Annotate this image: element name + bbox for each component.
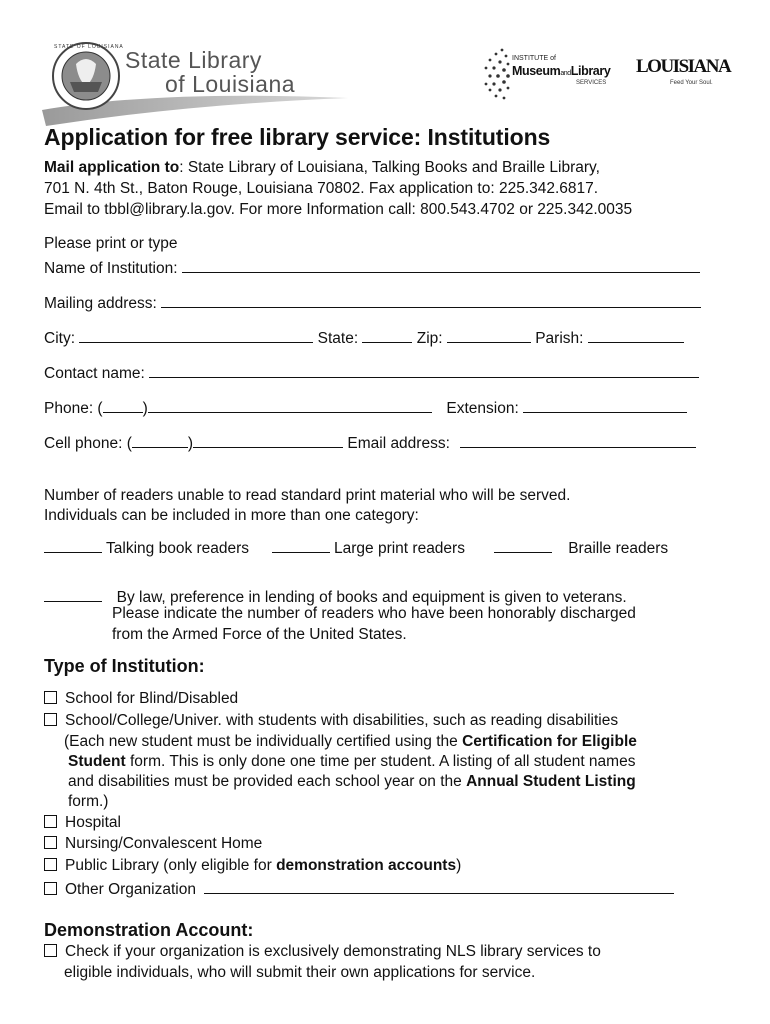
veterans-line-2: Please indicate the number of readers who have been honorably discharged [112,605,636,622]
imls-library: Library [570,64,611,78]
imls-logo [482,46,624,102]
starburst-icon [482,46,514,102]
logo-line1: State Library [125,47,262,73]
option-school-blind[interactable] [44,689,238,709]
phone-number-field[interactable] [148,397,432,413]
city-row [44,327,684,349]
mail-line-1 [44,158,600,179]
mailing-address-field[interactable] [161,292,701,308]
seal-text: STATE OF LOUISIANA [54,44,124,50]
hospital-checkbox[interactable] [44,815,57,828]
institution-row [44,257,700,279]
imls-line2 [512,64,610,78]
reader-types-row [44,537,668,559]
demo-line-1: Check if your organization is exclusively demonstrating NLS library services to [65,943,601,960]
option-college[interactable] [44,711,618,731]
mail-line-3: Email to tbbl@library.la.gov. For more Information call: 800.543.4702 or 225.342.0035 [44,201,633,218]
veterans-line-3: from the Armed Force of the United States. [112,626,407,643]
college-note-2b: form. This is only done one time per student. A listing of all student names [125,753,636,770]
nursing-checkbox[interactable] [44,836,57,849]
phone-paren-close: ) [142,400,148,417]
institution-label: Name of Institution: [44,260,178,277]
college-note-3a: and disabilities must be provided each school year on the [68,773,467,790]
cell-number-field[interactable] [193,432,343,448]
phone-label: Phone: ( [44,400,103,417]
imls-museum: Museum [512,64,561,78]
veterans-count-field[interactable] [44,586,102,602]
option-other[interactable] [44,878,674,900]
college-label: School/College/Univer. with students with disabilities, such as reading disabilities [65,712,619,729]
zip-label: Zip: [416,330,443,347]
option-public-library[interactable] [44,856,461,876]
email-field[interactable] [460,432,696,448]
readers-line-1: Number of readers unable to read standard print material who will be served. [44,487,571,504]
logo-line2: of Louisiana [165,71,296,97]
type-heading: Type of Institution: [44,656,205,676]
braille-label: Braille readers [568,540,669,557]
braille-count-field[interactable] [494,537,552,553]
college-note-4: form.) [68,793,109,810]
public-library-label-b: demonstration accounts [276,857,457,874]
imls-and: and [560,70,571,77]
page-title: Application for free library service: Institutions [44,124,551,150]
state-library-logo [40,40,352,126]
institution-field[interactable] [182,257,700,273]
public-library-label-a: Public Library (only eligible for [65,857,277,874]
mail-label: Mail application to [44,159,180,176]
city-field[interactable] [79,327,313,343]
option-demo[interactable] [44,942,601,962]
demo-heading: Demonstration Account: [44,920,254,940]
veterans-line-1: By law, preference in lending of books and equipment is given to veterans. [116,589,627,606]
other-label: Other Organization [65,881,196,898]
phone-area-code-field[interactable] [103,397,143,413]
louisiana-tagline: Feed Your Soul. [670,80,713,86]
public-library-label-c: ) [456,857,462,874]
option-hospital[interactable] [44,813,121,833]
certification-form-name-end: Student [68,753,126,770]
phone-row [44,397,687,419]
cell-row [44,432,696,454]
school-blind-label: School for Blind/Disabled [65,690,239,707]
college-note-3 [68,772,636,793]
mailing-label: Mailing address: [44,295,157,312]
other-organization-field[interactable] [204,878,674,894]
nursing-label: Nursing/Convalescent Home [65,835,263,852]
option-nursing[interactable] [44,834,262,854]
mail-address-1: : State Library of Louisiana, Talking Books and Braille Library, [179,159,600,176]
state-field[interactable] [362,327,412,343]
public-library-checkbox[interactable] [44,858,57,871]
imls-line1: INSTITUTE of [512,55,556,62]
college-checkbox[interactable] [44,713,57,726]
contact-label: Contact name: [44,365,145,382]
cell-paren-close: ) [187,435,194,452]
mailing-row [44,292,701,314]
college-note-1a: (Each new student must be individually certified using the [64,733,463,750]
print-note: Please print or type [44,235,178,252]
talking-book-count-field[interactable] [44,537,102,553]
email-label: Email address: [347,435,450,452]
cell-label: Cell phone: ( [44,435,132,452]
contact-name-field[interactable] [149,362,699,378]
louisiana-wordmark: LOUISIANA [636,56,731,77]
state-label: State: [317,330,359,347]
extension-field[interactable] [523,397,687,413]
school-blind-checkbox[interactable] [44,691,57,704]
college-note-1 [64,732,637,753]
large-print-count-field[interactable] [272,537,330,553]
hospital-label: Hospital [65,814,121,831]
demo-line-2: eligible individuals, who will submit their own applications for service. [64,964,536,981]
mail-line-2: 701 N. 4th St., Baton Rouge, Louisiana 70802. Fax application to: 225.342.6817. [44,180,599,197]
talking-book-label: Talking book readers [106,540,250,557]
cell-area-code-field[interactable] [132,432,188,448]
zip-field[interactable] [447,327,531,343]
parish-field[interactable] [588,327,684,343]
city-label: City: [44,330,75,347]
contact-row [44,362,699,384]
annual-listing-form-name: Annual Student Listing [466,773,636,790]
demo-checkbox[interactable] [44,944,57,957]
parish-label: Parish: [535,330,584,347]
imls-line3: SERVICES [576,80,607,86]
other-checkbox[interactable] [44,882,57,895]
college-note-2 [68,752,635,773]
louisiana-logo [636,56,731,90]
extension-label: Extension: [446,400,519,417]
certification-form-name: Certification for Eligible [462,733,637,750]
large-print-label: Large print readers [334,540,465,557]
readers-line-2: Individuals can be included in more than one category: [44,507,419,524]
